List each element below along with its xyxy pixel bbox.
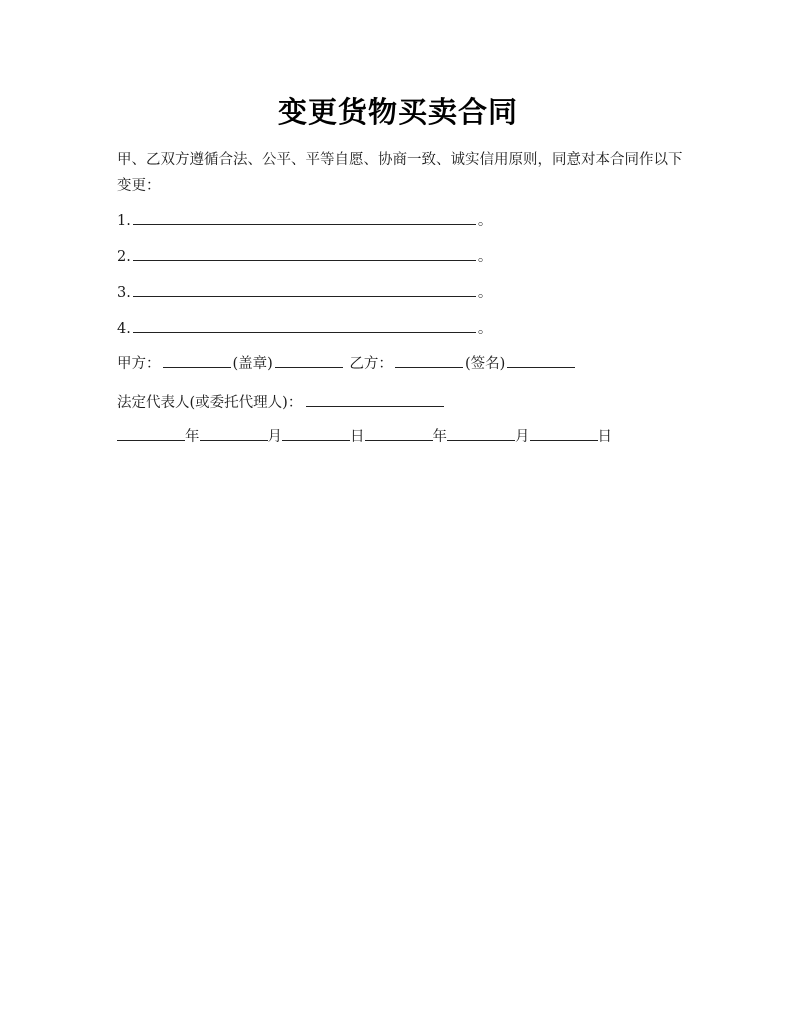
year-label: 年 <box>432 429 447 445</box>
item-number: 4. <box>117 321 131 337</box>
party-b-blank <box>395 350 463 368</box>
item-number: 1. <box>117 213 131 229</box>
document-title: 变更货物买卖合同 <box>277 95 518 129</box>
day-label: 日 <box>350 429 365 445</box>
party-a-seal-label: (盖章) <box>232 356 273 372</box>
date-blank <box>282 423 350 441</box>
date-blank <box>365 423 433 441</box>
item-end: 。 <box>477 285 493 301</box>
change-item-2 <box>117 243 492 270</box>
year-label: 年 <box>185 429 200 445</box>
party-b-sign-blank <box>507 350 575 368</box>
party-b-label: 乙方： <box>349 356 393 372</box>
item-number: 3. <box>117 285 131 301</box>
date-blank <box>200 423 268 441</box>
item-blank-line <box>133 315 476 333</box>
month-label: 月 <box>267 429 282 445</box>
legal-rep-label: 法定代表人(或委托代理人)： <box>117 395 303 411</box>
day-label: 日 <box>597 429 612 445</box>
date-blank <box>530 423 598 441</box>
date-row <box>117 423 612 450</box>
item-number: 2. <box>117 249 131 265</box>
item-end: 。 <box>477 249 493 265</box>
change-item-1 <box>117 207 492 234</box>
month-label: 月 <box>515 429 530 445</box>
date-blank <box>447 423 515 441</box>
signature-row <box>117 350 577 377</box>
item-end: 。 <box>477 321 493 337</box>
change-item-4 <box>117 315 492 342</box>
legal-rep-blank <box>306 389 444 407</box>
intro-paragraph: 甲、乙双方遵循合法、公平、平等自愿、协商一致、诚实信用原则，同意对本合同作以下变更： <box>117 152 683 194</box>
party-a-seal-blank <box>275 350 343 368</box>
party-a-blank <box>163 350 231 368</box>
change-item-3 <box>117 279 492 306</box>
item-blank-line <box>133 243 476 261</box>
date-blank <box>117 423 185 441</box>
item-blank-line <box>133 279 476 297</box>
party-a-label: 甲方： <box>117 356 161 372</box>
item-end: 。 <box>477 213 493 229</box>
legal-representative-row <box>117 389 444 416</box>
party-b-sign-label: (签名) <box>464 356 506 372</box>
item-blank-line <box>133 207 476 225</box>
